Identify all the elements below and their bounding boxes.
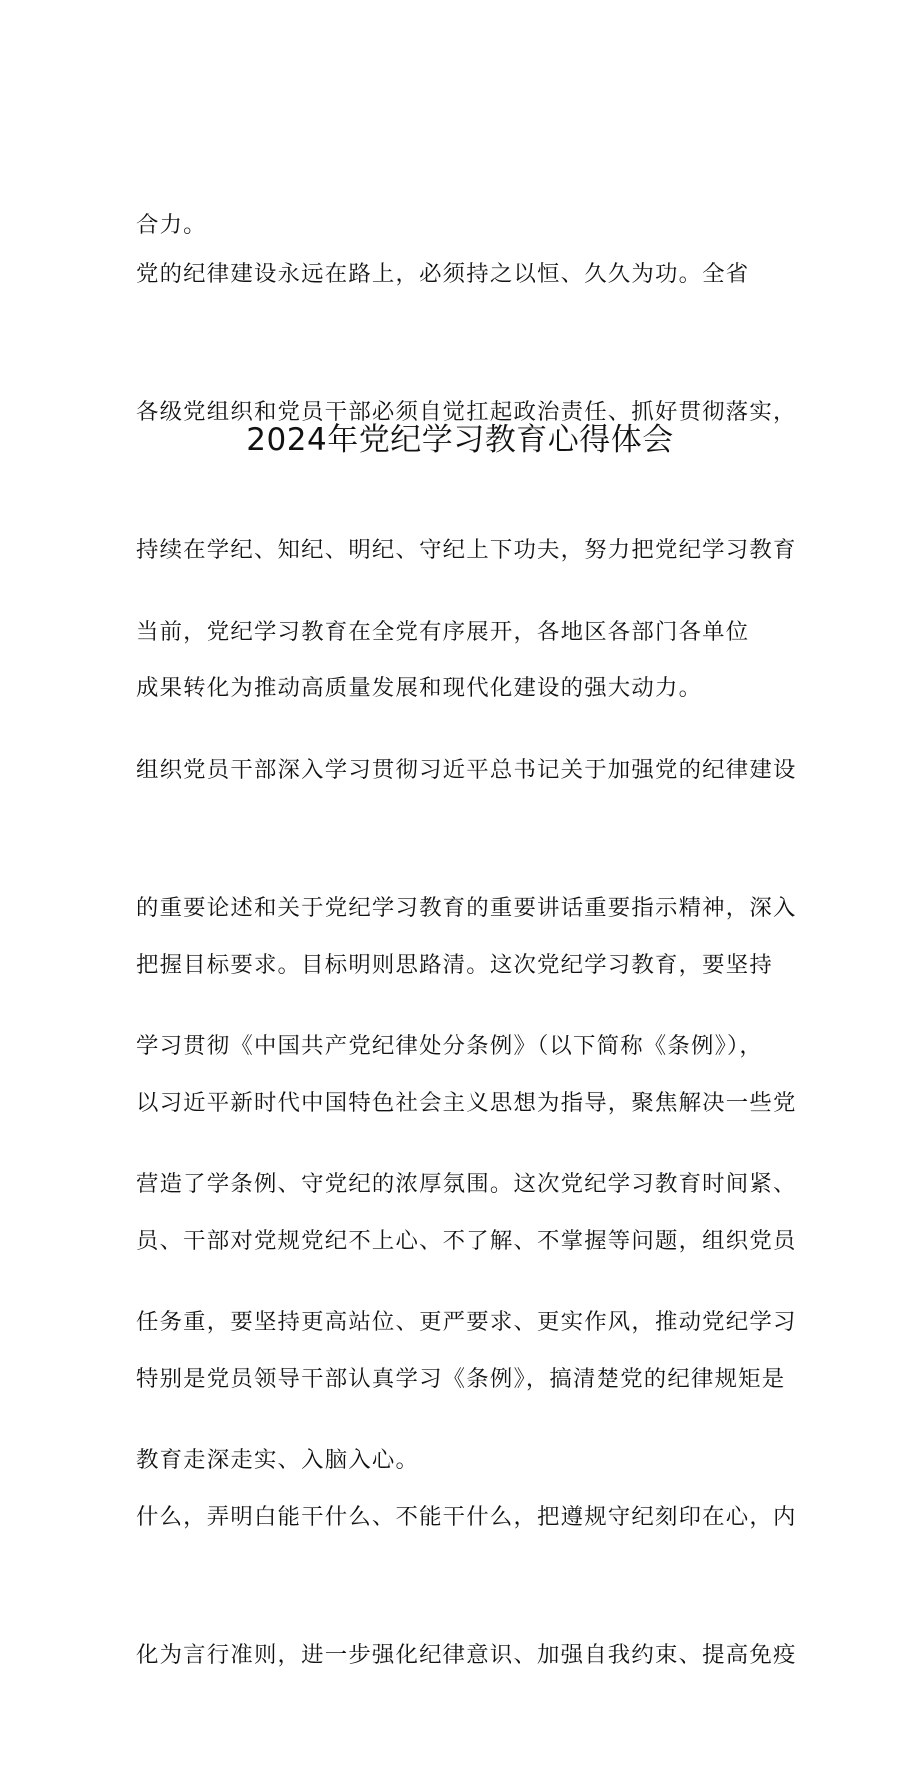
text-line: 党的纪律建设永远在路上，必须持之以恒、久久为功。全省: [136, 261, 750, 287]
document-title: 2024年党纪学习教育心得体会: [246, 422, 674, 458]
paragraph-goal: [136, 850, 797, 1770]
text-line: 任务重，要坚持更高站位、更严要求、更实作风，推动党纪学习: [136, 1309, 797, 1335]
text-line: 教育走深走实、入脑入心。: [136, 1447, 420, 1473]
text-line: 持续在学纪、知纪、明纪、守纪上下功夫，努力把党纪学习教育: [136, 537, 797, 563]
text-line: 合力。: [136, 212, 207, 238]
text-line: 以习近平新时代中国特色社会主义思想为指导，聚焦解决一些党: [136, 1090, 797, 1116]
text-line: 当前，党纪学习教育在全党有序展开，各地区各部门各单位: [136, 619, 750, 645]
text-line: 的重要论述和关于党纪学习教育的重要讲话重要指示精神，深入: [136, 895, 797, 921]
text-line: 学习贯彻《中国共产党纪律处分条例》（以下简称《条例》），: [136, 1033, 763, 1059]
text-line: 各级党组织和党员干部必须自觉扛起政治责任、抓好贯彻落实，: [136, 399, 797, 425]
text-line: 化为言行准则，进一步强化纪律意识、加强自我约束、提高免疫: [136, 1642, 797, 1668]
text-line: 什么，弄明白能干什么、不能干什么，把遵规守纪刻印在心，内: [136, 1504, 797, 1530]
text-line: 营造了学条例、守党纪的浓厚氛围。这次党纪学习教育时间紧、: [136, 1171, 797, 1197]
text-line: 把握目标要求。目标明则思路清。这次党纪学习教育，要坚持: [136, 952, 773, 978]
text-line: 组织党员干部深入学习贯彻习近平总书记关于加强党的纪律建设: [136, 757, 797, 783]
text-line: 特别是党员领导干部认真学习《条例》，搞清楚党的纪律规矩是: [136, 1366, 786, 1392]
text-line: 员、干部对党规党纪不上心、不了解、不掌握等问题，组织党员: [136, 1228, 797, 1254]
text-line: 成果转化为推动高质量发展和现代化建设的强大动力。: [136, 675, 703, 701]
